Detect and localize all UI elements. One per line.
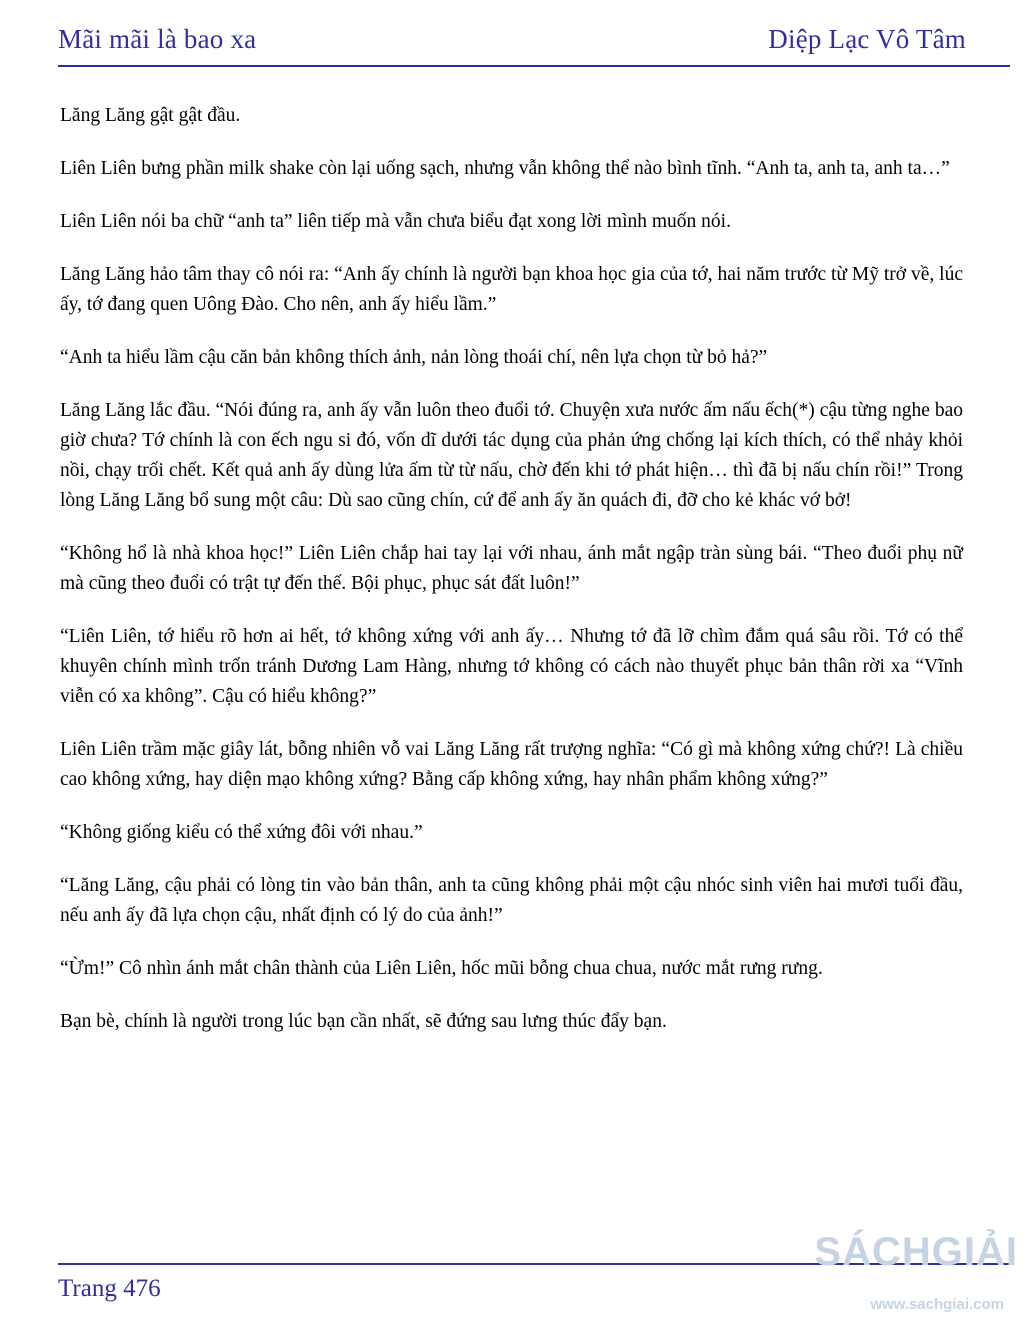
- paragraph: Liên Liên trầm mặc giây lát, bỗng nhiên vỗ vai Lăng Lăng rất trượng nghĩa: “Có gì mà không xứng chứ?! Là chiều cao không xứng, hay diện mạo không xứng? Bằng cấp không xứng, hay nhân phẩm không xứng?”: [60, 739, 963, 790]
- page-body: [60, 101, 963, 1060]
- paragraph: Lăng Lăng lắc đầu. “Nói đúng ra, anh ấy vẫn luôn theo đuổi tớ. Chuyện xưa nước ấm nấu ếch(*) cậu từng nghe bao giờ chưa? Tớ chính là con ếch ngu si đó, vốn dĩ dưới tác dụng của phản ứng chống lại kích thích, có thể nhảy khỏi nồi, chạy trối chết. Kết quả anh ấy dùng lửa ấm từ từ nấu, chờ đến khi tớ phát hiện… thì đã bị nấu chín rồi!” Trong lòng Lăng Lăng bổ sung một câu: Dù sao cũng chín, cứ để anh ấy ăn quách đi, đỡ cho kẻ khác vớ bở!: [60, 400, 963, 511]
- paragraph: Liên Liên bưng phần milk shake còn lại uống sạch, nhưng vẫn không thể nào bình tĩnh. “Anh ta, anh ta, anh ta…”: [60, 158, 950, 179]
- paragraph: Lăng Lăng gật gật đầu.: [60, 105, 241, 126]
- page-number: Trang 476: [58, 1275, 161, 1302]
- author-name: Diệp Lạc Vô Tâm: [768, 24, 966, 54]
- paragraph: Liên Liên nói ba chữ “anh ta” liên tiếp mà vẫn chưa biểu đạt xong lời mình muốn nói.: [60, 211, 731, 232]
- watermark: [816, 1222, 1024, 1322]
- paragraph: “Không hổ là nhà khoa học!” Liên Liên chắp hai tay lại với nhau, ánh mắt ngập tràn sùng bái. “Theo đuổi phụ nữ mà cũng theo đuổi có trật tự đến thế. Bội phục, phục sát đất luôn!”: [60, 543, 963, 594]
- paragraph: “Ừm!” Cô nhìn ánh mắt chân thành của Liên Liên, hốc mũi bỗng chua chua, nước mắt rưng rưng.: [60, 958, 823, 979]
- paragraph: Lăng Lăng hảo tâm thay cô nói ra: “Anh ấy chính là người bạn khoa học gia của tớ, hai năm trước từ Mỹ trở về, lúc ấy, tớ đang quen Uông Đào. Cho nên, anh ấy hiểu lầm.”: [60, 264, 963, 315]
- watermark-logo: SÁCHGIẢI: [814, 1230, 1018, 1274]
- header-divider: [58, 65, 1010, 67]
- paragraph: “Anh ta hiểu lầm cậu căn bản không thích ảnh, nản lòng thoái chí, nên lựa chọn từ bỏ hả?”: [60, 347, 768, 368]
- paragraph: Bạn bè, chính là người trong lúc bạn cần nhất, sẽ đứng sau lưng thúc đẩy bạn.: [60, 1011, 667, 1032]
- book-title: Mãi mãi là bao xa: [58, 24, 257, 54]
- watermark-url: www.sachgiai.com: [870, 1296, 1004, 1313]
- paragraph: “Liên Liên, tớ hiểu rõ hơn ai hết, tớ không xứng với anh ấy… Nhưng tớ đã lỡ chìm đắm quá sâu rồi. Tớ có thể khuyên chính mình trốn tránh Dương Lam Hàng, nhưng tớ không có cách nào thuyết phục bản thân rời xa “Vĩnh viễn có xa không”. Cậu có hiểu không?”: [60, 626, 963, 707]
- paragraph: “Lăng Lăng, cậu phải có lòng tin vào bản thân, anh ta cũng không phải một cậu nhóc sinh viên hai mươi tuổi đầu, nếu anh ấy đã lựa chọn cậu, nhất định có lý do của ảnh!”: [60, 875, 963, 926]
- page-header: [58, 24, 966, 64]
- paragraph: “Không giống kiểu có thể xứng đôi với nhau.”: [60, 822, 423, 843]
